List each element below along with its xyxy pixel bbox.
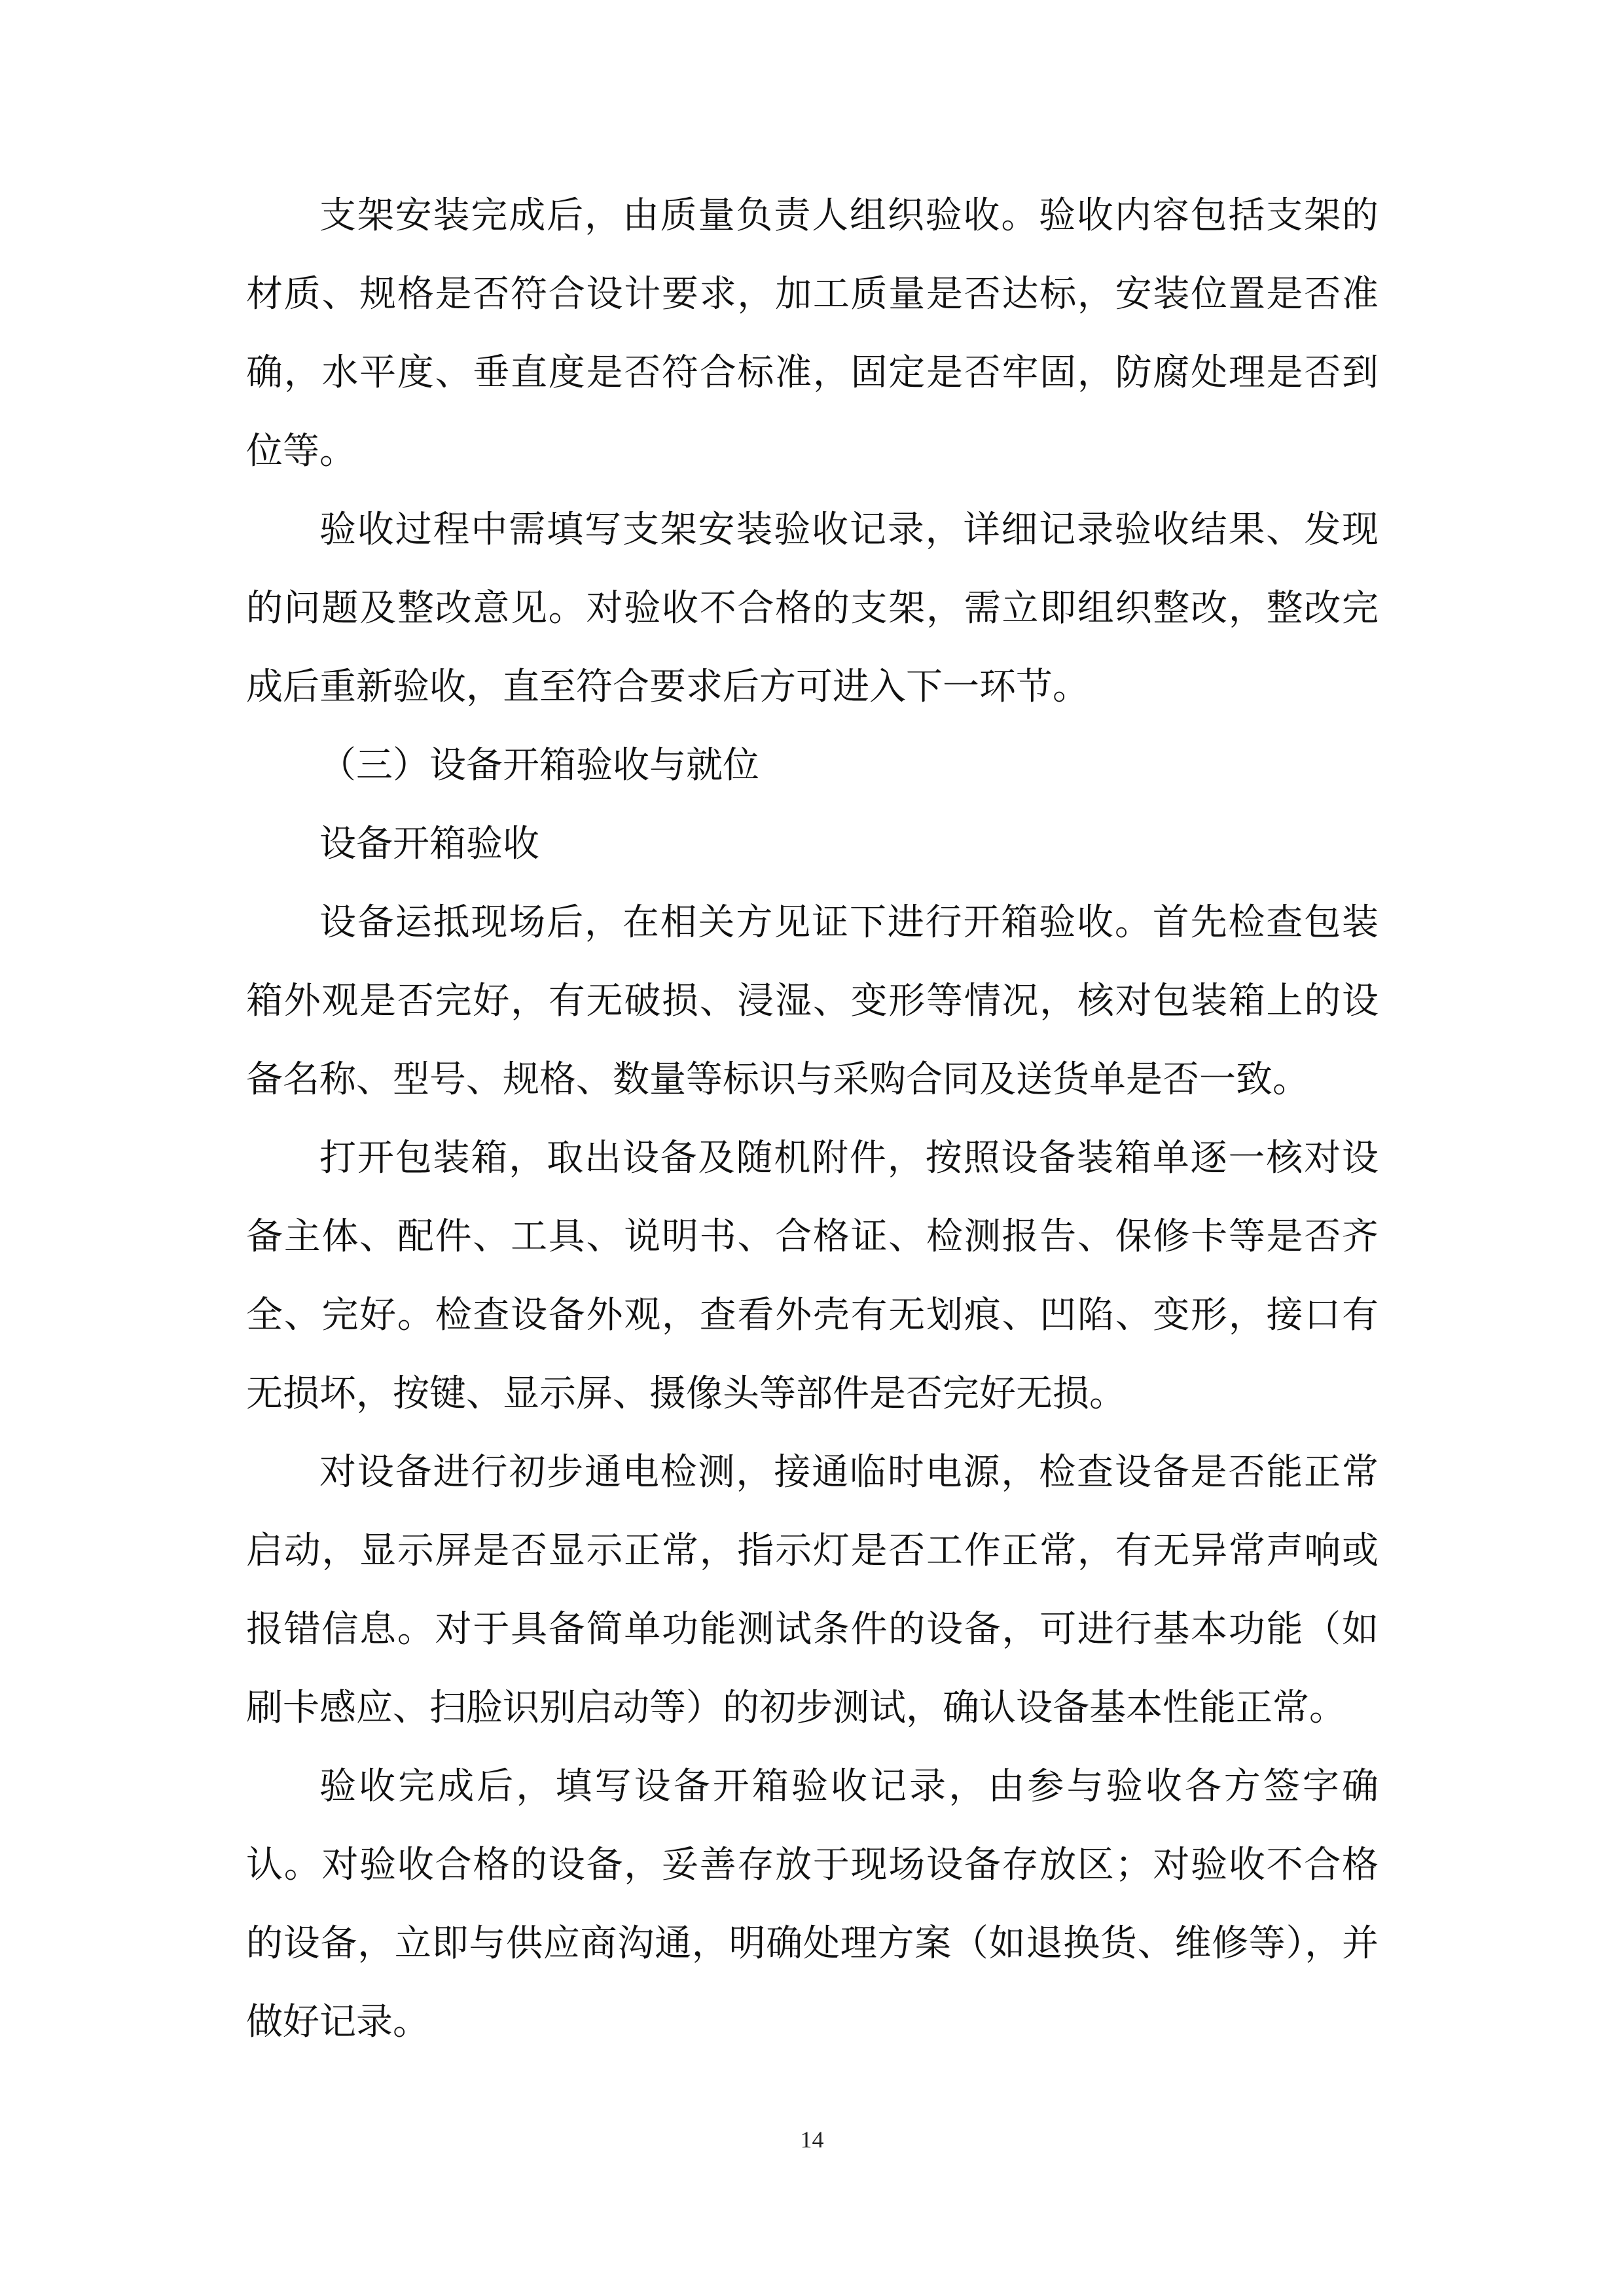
page-body	[246, 177, 1379, 2062]
paragraph-acceptance-record: 验收过程中需填写支架安装验收记录，详细记录验收结果、发现的问题及整改意见。对验收不合格的支架，需立即组织整改，整改完成后重新验收，直至符合要求后方可进入下一环节。	[246, 509, 1379, 708]
section-heading: （三）设备开箱验收与就位	[319, 744, 759, 787]
paragraph-bracket-acceptance: 支架安装完成后，由质量负责人组织验收。验收内容包括支架的材质、规格是否符合设计要求，加工质量是否达标，安装位置是否准确，水平度、垂直度是否符合标准，固定是否牢固，防腐处理是否到位等。	[246, 194, 1379, 473]
paragraph-power-test: 对设备进行初步通电检测，接通临时电源，检查设备是否能正常启动，显示屏是否显示正常，指示灯是否工作正常，有无异常声响或报错信息。对于具备简单功能测试条件的设备，可进行基本功能（如刷卡感应、扫脸识别启动等）的初步测试，确认设备基本性能正常。	[246, 1451, 1379, 1729]
paragraph-acceptance-completion: 验收完成后，填写设备开箱验收记录，由参与验收各方签字确认。对验收合格的设备，妥善存放于现场设备存放区；对验收不合格的设备，立即与供应商沟通，明确处理方案（如退换货、维修等），并做好记录。	[246, 1765, 1379, 2043]
paragraph-arrival-inspection: 设备运抵现场后，在相关方见证下进行开箱验收。首先检查包装箱外观是否完好，有无破损、浸湿、变形等情况，核对包装箱上的设备名称、型号、规格、数量等标识与采购合同及送货单是否一致。	[246, 901, 1379, 1101]
subheading: 设备开箱验收	[319, 823, 539, 865]
page-number: 14	[800, 2126, 824, 2153]
paragraph-unpacking-check: 打开包装箱，取出设备及随机附件，按照设备装箱单逐一核对设备主体、配件、工具、说明书、合格证、检测报告、保修卡等是否齐全、完好。检查设备外观，查看外壳有无划痕、凹陷、变形，接口有无损坏，按键、显示屏、摄像头等部件是否完好无损。	[246, 1137, 1379, 1415]
